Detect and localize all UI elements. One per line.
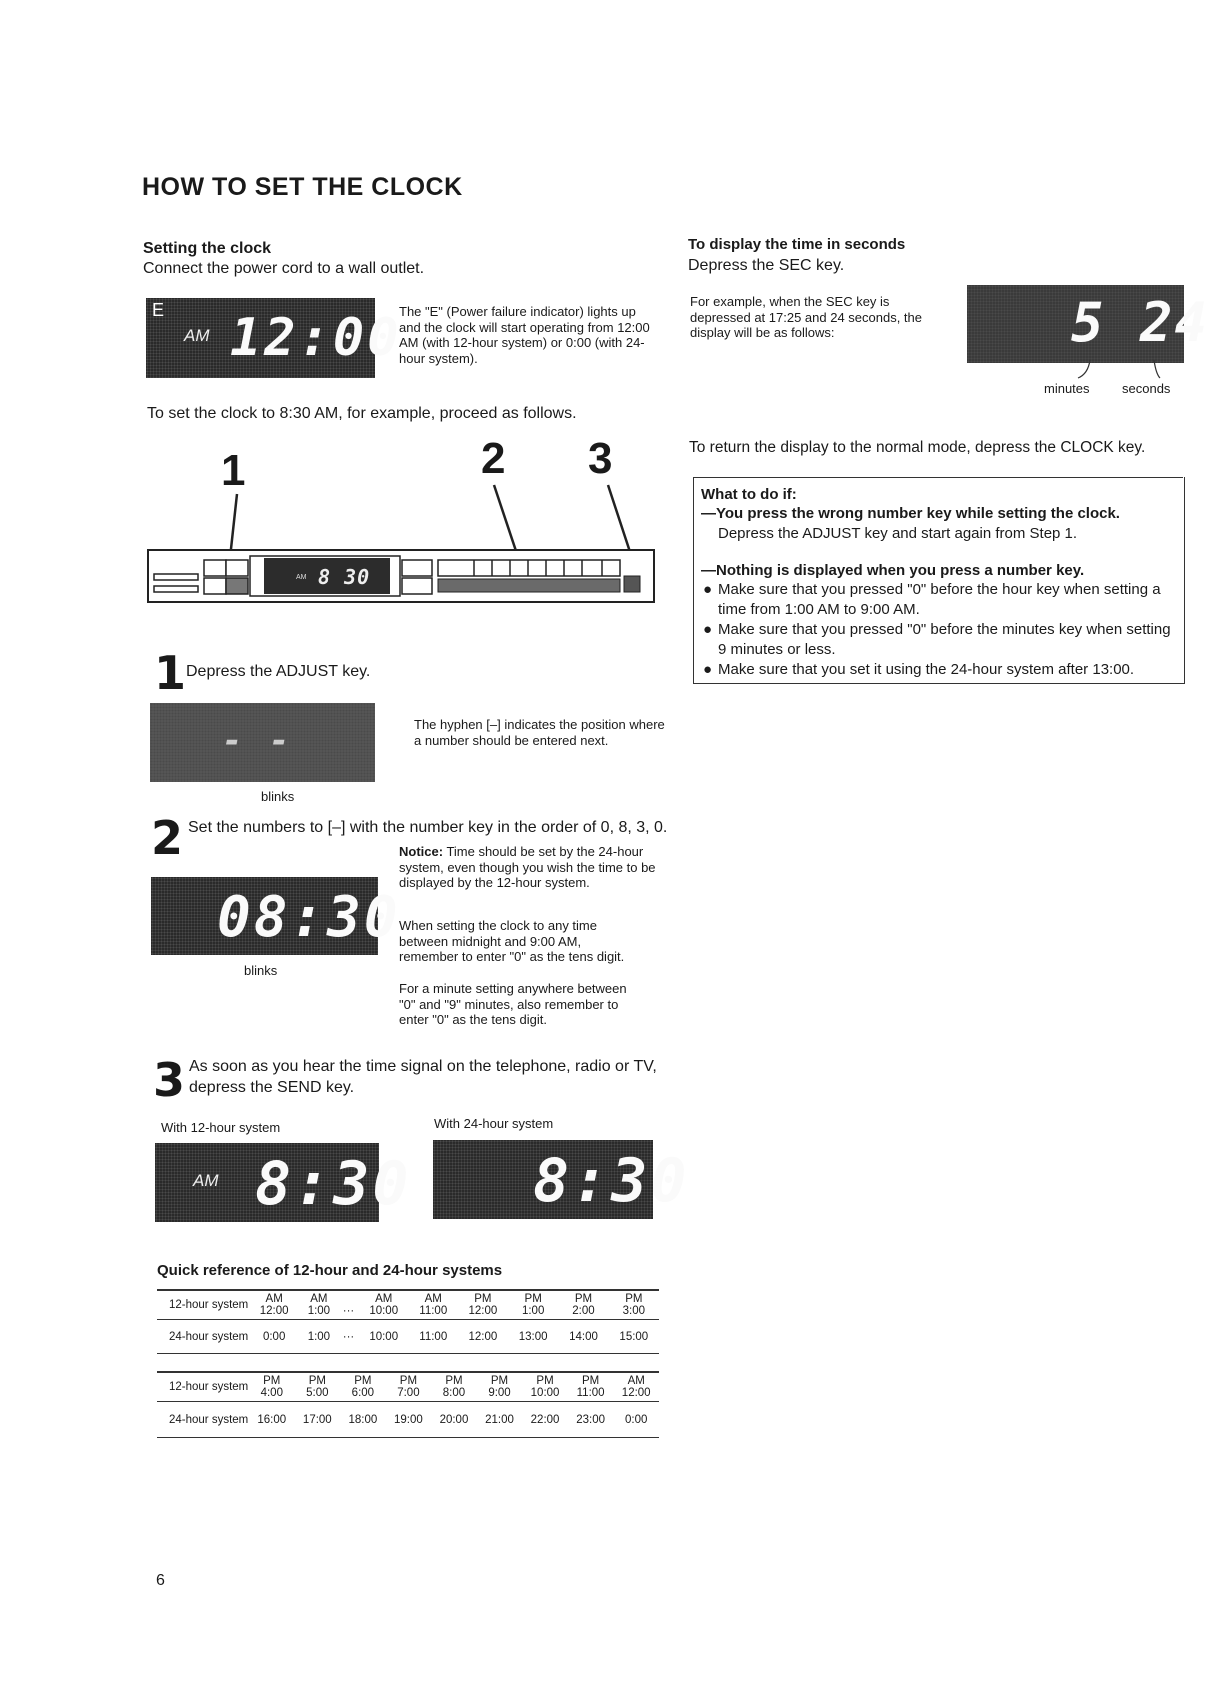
page-number: 6 xyxy=(156,1572,165,1589)
power-failure-note: The "E" (Power failure indicator) lights up and the clock will start operating from 12:00 AM (with 12-hour system) or 0:00 (with 24-hour system). xyxy=(399,304,650,366)
seconds-heading: To display the time in seconds xyxy=(688,236,906,253)
row-label: 24-hour system xyxy=(169,1413,249,1426)
row-label: 12-hour system xyxy=(169,1299,249,1311)
display-24-hour-830 xyxy=(433,1140,690,1219)
table-row: 12-hour system PM 4:00 PM 5:00 PM 6:00 PM 7:00 PM 8:00 PM 9:00 PM 10:00 PM 11:00 AM 12:00 xyxy=(157,1372,659,1402)
display-time: 08:30 xyxy=(217,885,401,950)
notice-text: Time should be set by the 24-hour system, even though you wish the time to be displayed by the 12-hour system. xyxy=(399,844,656,890)
list-item: ● Make sure that you set it using the 24-hour system after 13:00. xyxy=(703,661,1135,678)
table-row: 12-hour system AM 12:00 AM 1:00 ··· AM 10:00 AM 11:00 PM 12:00 PM 1:00 PM 2:00 PM 3:00 xyxy=(157,1290,659,1320)
notice-label: Notice: xyxy=(399,844,444,859)
case-2-title: —Nothing is displayed when you press a number key. xyxy=(701,562,1085,579)
number-key-row xyxy=(438,560,640,592)
step-2-caption: blinks xyxy=(244,963,278,978)
return-text: To return the display to the normal mode, depress the CLOCK key. xyxy=(689,439,1146,456)
row-label: 12-hour system xyxy=(169,1381,249,1393)
display-seconds xyxy=(967,285,1209,363)
diagram-display: 8 30 xyxy=(318,565,371,589)
display-08-30 xyxy=(151,877,401,955)
list-item: ● Make sure that you pressed "0" before the hour key when setting a time from 1:00 AM to 9:00 AM. xyxy=(703,581,1161,618)
table-row: 24-hour system 0:00 1:00 ··· 10:00 11:00 12:00 13:00 14:00 15:00 xyxy=(157,1320,659,1354)
seconds-example: For example, when the SEC key is depressed at 17:25 and 24 seconds, the display will be as follows: xyxy=(690,294,923,340)
proceed-text: To set the clock to 8:30 AM, for example, proceed as follows. xyxy=(147,405,577,422)
page-title: HOW TO SET THE CLOCK xyxy=(142,173,463,201)
am-indicator: AM xyxy=(193,1171,219,1190)
what-to-do-heading: What to do if: xyxy=(701,486,797,503)
callout-2: 2 xyxy=(481,434,506,483)
setting-heading: Setting the clock xyxy=(143,240,272,257)
notice-minute: For a minute setting anywhere between "0" and "9" minutes, also remember to enter "0" as the tens digit. xyxy=(399,981,627,1027)
setting-intro: Connect the power cord to a wall outlet. xyxy=(143,260,425,277)
key xyxy=(204,578,226,594)
key xyxy=(402,578,432,594)
am-indicator: AM xyxy=(184,326,210,345)
key xyxy=(402,560,432,576)
pointer-line-3 xyxy=(608,485,632,558)
display-blink-hyphens xyxy=(150,703,375,782)
display-time: 8:30 xyxy=(533,1146,690,1216)
label-24-hour: With 24-hour system xyxy=(434,1116,554,1131)
step-1-note: The hyphen [–] indicates the position where a number should be entered next. xyxy=(414,717,665,748)
label-pointers xyxy=(1060,358,1170,382)
diagram-am-indicator: AM xyxy=(296,574,307,581)
step-2-notice xyxy=(399,844,661,891)
label-12-hour: With 12-hour system xyxy=(161,1120,281,1135)
adjust-key xyxy=(226,560,248,576)
reference-table-2 xyxy=(157,1371,659,1438)
hyphen-display: - - xyxy=(222,721,293,761)
step-2-text: Set the numbers to [–] with the number key in the order of 0, 8, 3, 0. xyxy=(188,819,668,836)
what-to-do-top-border xyxy=(693,477,1183,478)
list-item: ● Make sure that you pressed "0" before the minutes key when setting 9 minutes or less. xyxy=(703,621,1171,658)
key xyxy=(226,578,248,594)
step-3-number: 3 xyxy=(153,1053,186,1107)
step-3-text: As soon as you hear the time signal on the telephone, radio or TV, depress the SEND key. xyxy=(189,1058,657,1096)
step-1-text: Depress the ADJUST key. xyxy=(186,663,371,680)
seconds-intro: Depress the SEC key. xyxy=(688,257,845,274)
step-1-caption: blinks xyxy=(261,789,295,804)
pointer-line-1 xyxy=(230,494,237,558)
display-12-00 xyxy=(146,298,402,378)
display-time: 8:30 xyxy=(255,1149,412,1219)
panel-slot-left-2 xyxy=(154,586,198,592)
callout-3: 3 xyxy=(588,434,613,483)
notice-midnight: When setting the clock to any time between midnight and 9:00 AM, remember to enter "0" as the tens digit. xyxy=(399,918,625,964)
row-label: 24-hour system xyxy=(169,1330,249,1343)
panel-slot-left xyxy=(154,574,198,580)
case-1-text: Depress the ADJUST key and start again from Step 1. xyxy=(718,525,1078,542)
display-12-hour-830 xyxy=(155,1143,412,1222)
key xyxy=(204,560,226,576)
minutes-label: minutes xyxy=(1044,381,1090,396)
callout-1: 1 xyxy=(221,446,246,495)
power-failure-indicator: E xyxy=(152,300,165,320)
table-row: 24-hour system 16:00 17:00 18:00 19:00 20:00 21:00 22:00 23:00 0:00 xyxy=(157,1402,659,1438)
step-1-number: 1 xyxy=(154,646,187,700)
case-1-title: —You press the wrong number key while setting the clock. xyxy=(701,505,1120,522)
display-time: 12:00 xyxy=(230,308,402,368)
reference-table-1 xyxy=(157,1289,659,1354)
display-time: 5 24 xyxy=(1071,291,1209,354)
seconds-label: seconds xyxy=(1122,381,1171,396)
bullet-list xyxy=(703,580,1179,680)
reference-title: Quick reference of 12-hour and 24-hour systems xyxy=(157,1262,503,1279)
step-2-number: 2 xyxy=(151,811,184,865)
